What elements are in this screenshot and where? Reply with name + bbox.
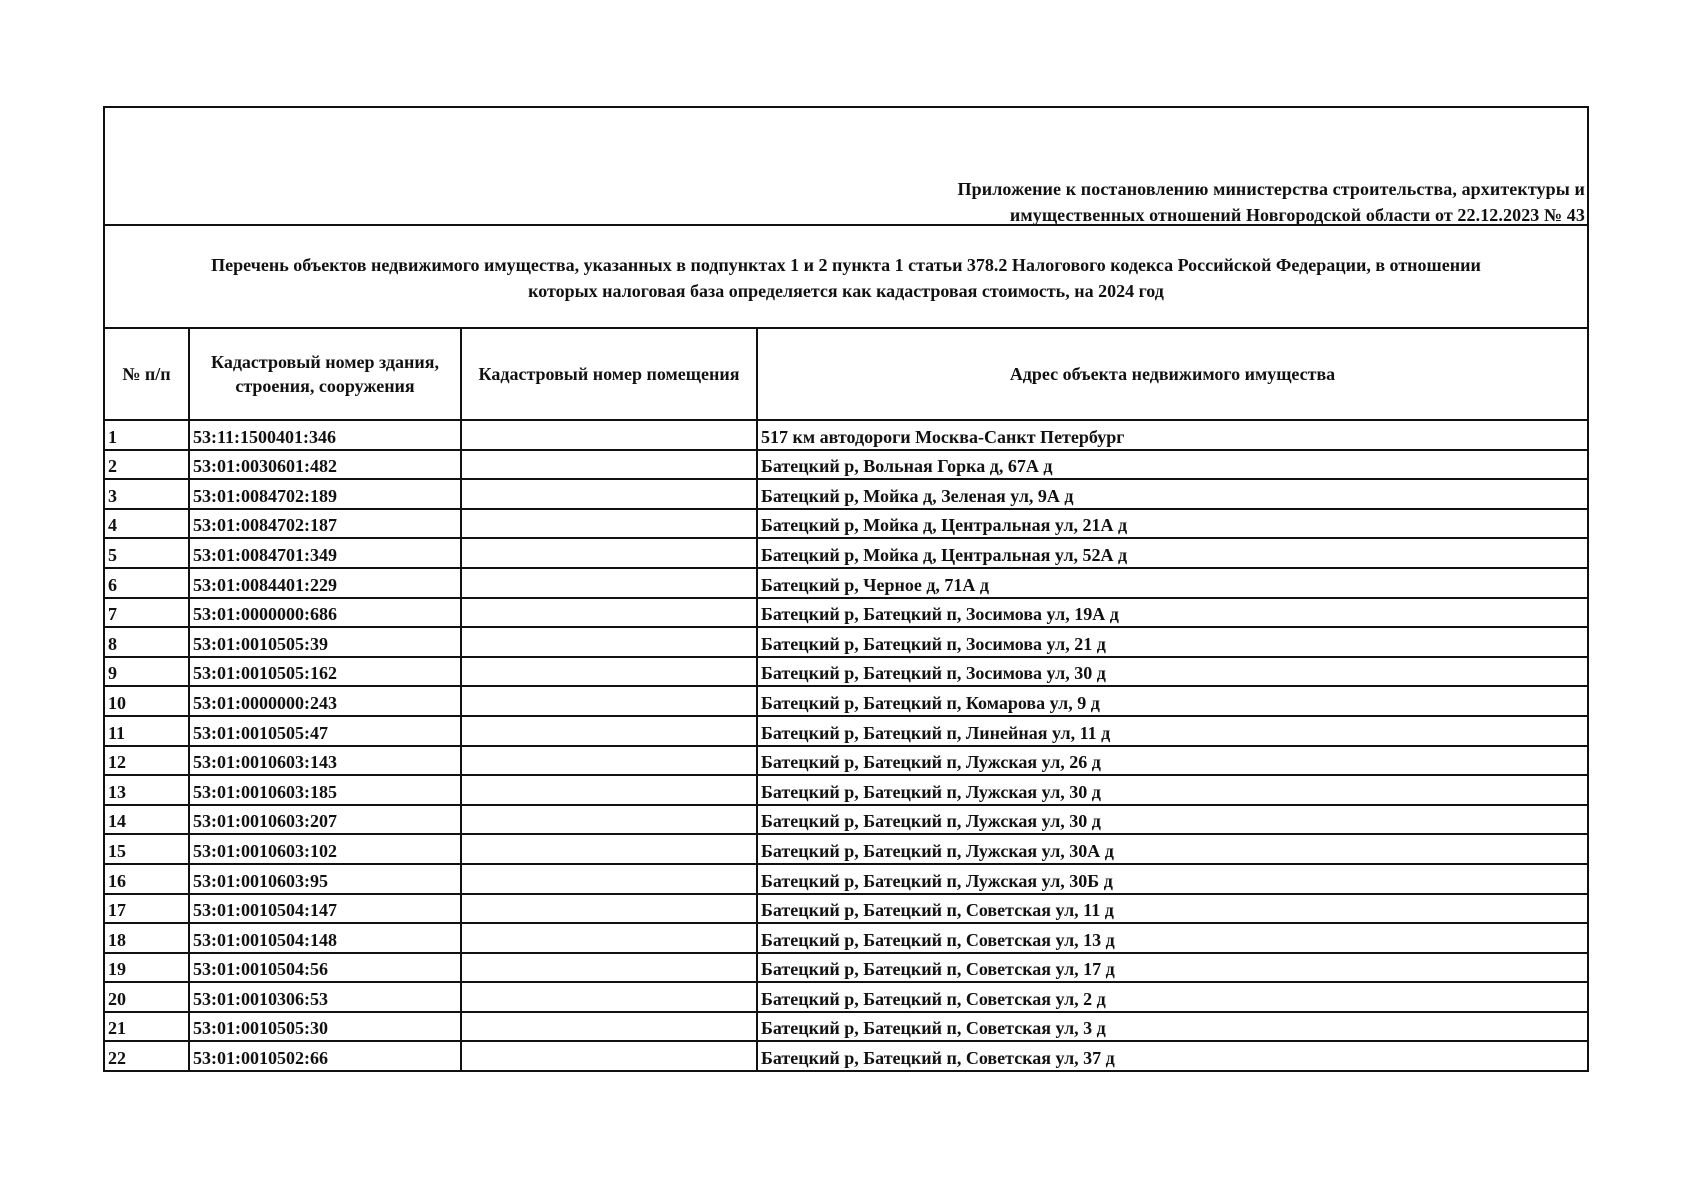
cell-number: 1 bbox=[105, 420, 189, 450]
cell-address: Батецкий р, Батецкий п, Зосимова ул, 19А д bbox=[757, 598, 1587, 628]
cell-premises-cadastral bbox=[461, 834, 757, 864]
table-row bbox=[105, 686, 1587, 716]
document-title bbox=[105, 226, 1587, 329]
cell-address: Батецкий р, Батецкий п, Зосимова ул, 30 д bbox=[757, 657, 1587, 687]
cell-building-cadastral: 53:01:0010505:162 bbox=[189, 657, 461, 687]
header-num: № п/п bbox=[105, 329, 189, 420]
cell-address: Батецкий р, Батецкий п, Лужская ул, 26 д bbox=[757, 746, 1587, 776]
cell-building-cadastral: 53:01:0010603:207 bbox=[189, 805, 461, 835]
table-row bbox=[105, 864, 1587, 894]
cell-building-cadastral: 53:01:0000000:686 bbox=[189, 598, 461, 628]
cell-premises-cadastral bbox=[461, 420, 757, 450]
cell-building-cadastral: 53:01:0084701:349 bbox=[189, 538, 461, 568]
cell-building-cadastral: 53:01:0010502:66 bbox=[189, 1041, 461, 1070]
cell-premises-cadastral bbox=[461, 686, 757, 716]
cell-number: 17 bbox=[105, 894, 189, 924]
cell-building-cadastral: 53:11:1500401:346 bbox=[189, 420, 461, 450]
cell-premises-cadastral bbox=[461, 746, 757, 776]
cell-number: 11 bbox=[105, 716, 189, 746]
cell-number: 9 bbox=[105, 657, 189, 687]
cell-premises-cadastral bbox=[461, 598, 757, 628]
cell-premises-cadastral bbox=[461, 627, 757, 657]
document-frame bbox=[103, 106, 1589, 1072]
cell-number: 21 bbox=[105, 1012, 189, 1042]
cell-number: 7 bbox=[105, 598, 189, 628]
cell-address: Батецкий р, Мойка д, Центральная ул, 21А д bbox=[757, 509, 1587, 539]
cell-address: Батецкий р, Батецкий п, Зосимова ул, 21 д bbox=[757, 627, 1587, 657]
table-row bbox=[105, 420, 1587, 450]
cell-address: Батецкий р, Батецкий п, Советская ул, 17 д bbox=[757, 953, 1587, 983]
header-building-cadastral: Кадастровый номер здания, строения, сооружения bbox=[189, 329, 461, 420]
appendix-line-1: Приложение к постановлению министерства строительства, архитектуры и bbox=[957, 179, 1585, 199]
cell-address: Батецкий р, Батецкий п, Лужская ул, 30Б д bbox=[757, 864, 1587, 894]
cell-number: 10 bbox=[105, 686, 189, 716]
cell-number: 5 bbox=[105, 538, 189, 568]
cell-address: Батецкий р, Батецкий п, Линейная ул, 11 д bbox=[757, 716, 1587, 746]
cell-premises-cadastral bbox=[461, 894, 757, 924]
cell-premises-cadastral bbox=[461, 716, 757, 746]
cell-number: 15 bbox=[105, 834, 189, 864]
cell-building-cadastral: 53:01:0000000:243 bbox=[189, 686, 461, 716]
table-row bbox=[105, 450, 1587, 480]
appendix-note bbox=[958, 176, 1585, 228]
cell-number: 16 bbox=[105, 864, 189, 894]
cell-premises-cadastral bbox=[461, 953, 757, 983]
cell-address: Батецкий р, Батецкий п, Советская ул, 13 д bbox=[757, 923, 1587, 953]
cell-address: Батецкий р, Батецкий п, Лужская ул, 30 д bbox=[757, 775, 1587, 805]
cell-building-cadastral: 53:01:0010603:143 bbox=[189, 746, 461, 776]
table-row bbox=[105, 479, 1587, 509]
property-table bbox=[105, 329, 1587, 1070]
table-row bbox=[105, 746, 1587, 776]
cell-premises-cadastral bbox=[461, 864, 757, 894]
cell-premises-cadastral bbox=[461, 479, 757, 509]
table-row bbox=[105, 509, 1587, 539]
cell-address: Батецкий р, Батецкий п, Лужская ул, 30А д bbox=[757, 834, 1587, 864]
cell-number: 18 bbox=[105, 923, 189, 953]
table-row bbox=[105, 923, 1587, 953]
cell-premises-cadastral bbox=[461, 805, 757, 835]
cell-number: 20 bbox=[105, 982, 189, 1012]
table-row bbox=[105, 894, 1587, 924]
cell-building-cadastral: 53:01:0010603:185 bbox=[189, 775, 461, 805]
cell-building-cadastral: 53:01:0030601:482 bbox=[189, 450, 461, 480]
cell-address: Батецкий р, Батецкий п, Лужская ул, 30 д bbox=[757, 805, 1587, 835]
table-row bbox=[105, 1041, 1587, 1070]
cell-number: 2 bbox=[105, 450, 189, 480]
cell-number: 22 bbox=[105, 1041, 189, 1070]
cell-premises-cadastral bbox=[461, 982, 757, 1012]
cell-number: 19 bbox=[105, 953, 189, 983]
cell-address: Батецкий р, Мойка д, Зеленая ул, 9А д bbox=[757, 479, 1587, 509]
cell-building-cadastral: 53:01:0010505:30 bbox=[189, 1012, 461, 1042]
cell-premises-cadastral bbox=[461, 1041, 757, 1070]
table-row bbox=[105, 657, 1587, 687]
cell-premises-cadastral bbox=[461, 450, 757, 480]
table-row bbox=[105, 775, 1587, 805]
cell-address: Батецкий р, Вольная Горка д, 67А д bbox=[757, 450, 1587, 480]
cell-building-cadastral: 53:01:0084702:189 bbox=[189, 479, 461, 509]
title-line-2: которых налоговая база определяется как кадастровая стоимость, на 2024 год bbox=[528, 281, 1164, 301]
cell-number: 13 bbox=[105, 775, 189, 805]
table-row bbox=[105, 1012, 1587, 1042]
cell-number: 12 bbox=[105, 746, 189, 776]
cell-address: 517 км автодороги Москва-Санкт Петербург bbox=[757, 420, 1587, 450]
cell-address: Батецкий р, Мойка д, Центральная ул, 52А д bbox=[757, 538, 1587, 568]
table-row bbox=[105, 568, 1587, 598]
table-row bbox=[105, 627, 1587, 657]
cell-number: 14 bbox=[105, 805, 189, 835]
cell-building-cadastral: 53:01:0010504:56 bbox=[189, 953, 461, 983]
header-address: Адрес объекта недвижимого имущества bbox=[757, 329, 1587, 420]
cell-address: Батецкий р, Батецкий п, Комарова ул, 9 д bbox=[757, 686, 1587, 716]
cell-building-cadastral: 53:01:0010505:39 bbox=[189, 627, 461, 657]
cell-building-cadastral: 53:01:0010504:148 bbox=[189, 923, 461, 953]
cell-premises-cadastral bbox=[461, 923, 757, 953]
cell-premises-cadastral bbox=[461, 568, 757, 598]
cell-building-cadastral: 53:01:0010603:102 bbox=[189, 834, 461, 864]
cell-premises-cadastral bbox=[461, 538, 757, 568]
cell-number: 6 bbox=[105, 568, 189, 598]
cell-number: 3 bbox=[105, 479, 189, 509]
table-header-row bbox=[105, 329, 1587, 420]
cell-building-cadastral: 53:01:0084702:187 bbox=[189, 509, 461, 539]
cell-premises-cadastral bbox=[461, 775, 757, 805]
cell-building-cadastral: 53:01:0010603:95 bbox=[189, 864, 461, 894]
title-line-1: Перечень объектов недвижимого имущества, указанных в подпунктах 1 и 2 пункта 1 статьи 378.2 Налогового кодекса Российской Федерации, в отношении bbox=[211, 255, 1481, 275]
cell-address: Батецкий р, Батецкий п, Советская ул, 3 д bbox=[757, 1012, 1587, 1042]
cell-address: Батецкий р, Черное д, 71А д bbox=[757, 568, 1587, 598]
cell-building-cadastral: 53:01:0084401:229 bbox=[189, 568, 461, 598]
cell-number: 4 bbox=[105, 509, 189, 539]
cell-address: Батецкий р, Батецкий п, Советская ул, 2 д bbox=[757, 982, 1587, 1012]
cell-number: 8 bbox=[105, 627, 189, 657]
table-row bbox=[105, 953, 1587, 983]
header-premises-cadastral: Кадастровый номер помещения bbox=[461, 329, 757, 420]
cell-premises-cadastral bbox=[461, 1012, 757, 1042]
cell-building-cadastral: 53:01:0010505:47 bbox=[189, 716, 461, 746]
cell-address: Батецкий р, Батецкий п, Советская ул, 37 д bbox=[761, 1048, 1115, 1069]
cell-address: Батецкий р, Батецкий п, Советская ул, 11 д bbox=[757, 894, 1587, 924]
appendix-header bbox=[105, 108, 1587, 226]
table-row bbox=[105, 598, 1587, 628]
cell-building-cadastral: 53:01:0010306:53 bbox=[189, 982, 461, 1012]
table-row bbox=[105, 982, 1587, 1012]
table-row bbox=[105, 716, 1587, 746]
table-row bbox=[105, 834, 1587, 864]
appendix-line-2: имущественных отношений Новгородской области от 22.12.2023 № 43 bbox=[1009, 205, 1585, 225]
table-row bbox=[105, 805, 1587, 835]
cell-building-cadastral: 53:01:0010504:147 bbox=[189, 894, 461, 924]
cell-premises-cadastral bbox=[461, 509, 757, 539]
cell-premises-cadastral bbox=[461, 657, 757, 687]
table-row bbox=[105, 538, 1587, 568]
